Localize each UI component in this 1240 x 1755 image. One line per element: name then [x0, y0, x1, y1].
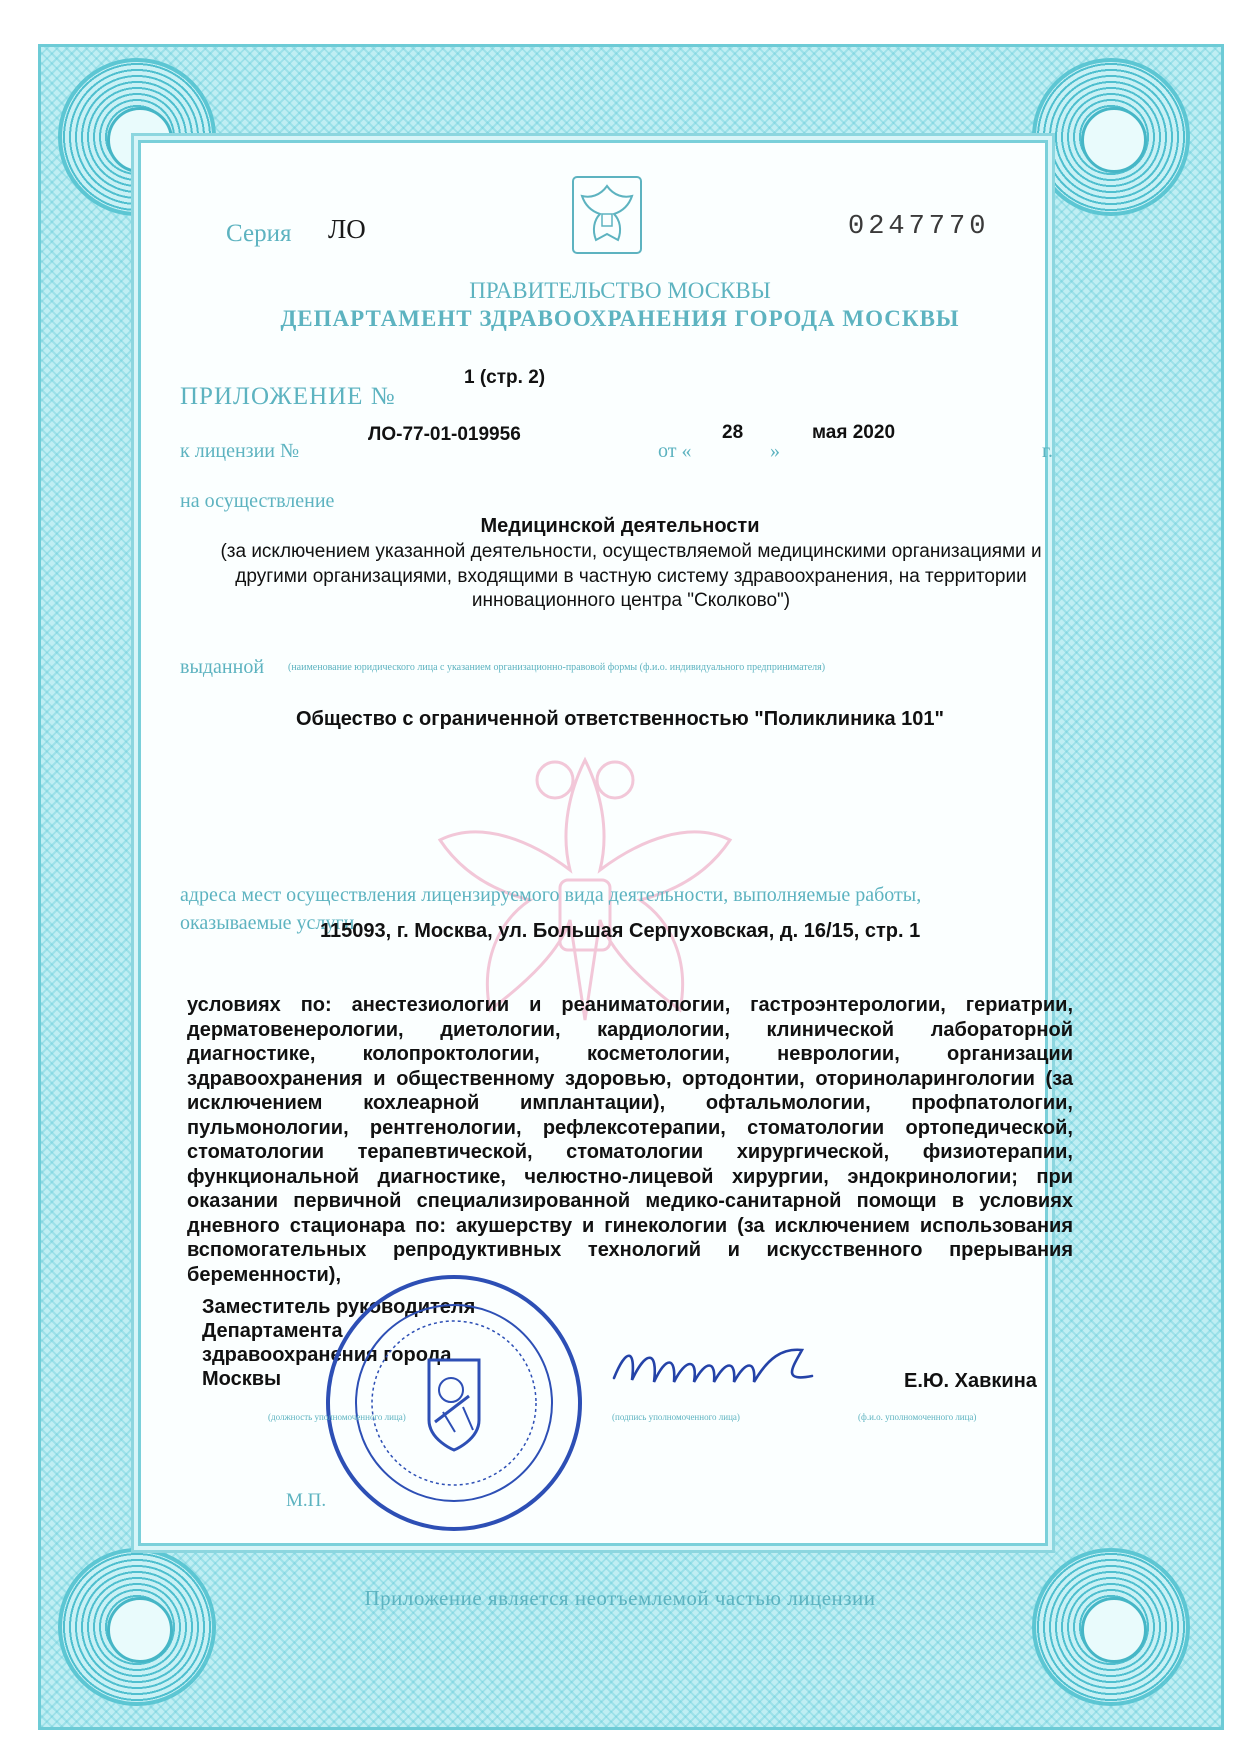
activity-title: Медицинской деятельности	[480, 515, 760, 537]
eagle-watermark-icon	[420, 720, 750, 1040]
organization-name: Общество с ограниченной ответственностью "Поликлиника 101"	[296, 708, 944, 730]
rosette-top-right	[1032, 58, 1190, 216]
caption-name: (ф.и.о. уполномоченного лица)	[858, 1412, 977, 1422]
signatory-position-line: здравоохранения города	[202, 1344, 452, 1366]
series-label: Серия	[226, 220, 292, 247]
handwritten-signature-icon	[606, 1338, 852, 1398]
activity-label: на осуществление	[180, 490, 335, 512]
series-value: ЛО	[328, 214, 366, 244]
issued-label: выданной	[180, 656, 265, 678]
license-label: к лицензии №	[180, 440, 300, 462]
address-label-line1: адреса мест осуществления лицензируемого вида деятельности, выполняемые работы,	[180, 884, 922, 906]
department-title: ДЕПАРТАМЕНТ ЗДРАВООХРАНЕНИЯ ГОРОДА МОСКВЫ	[280, 306, 960, 331]
license-day: 28	[722, 422, 744, 443]
license-year-suffix: г.	[1042, 440, 1053, 462]
license-from-label: от «	[658, 440, 692, 462]
government-title: ПРАВИТЕЛЬСТВО МОСКВЫ	[469, 278, 771, 303]
blank-number: 0247770	[848, 212, 990, 242]
license-number: ЛО-77-01-019956	[368, 424, 521, 445]
signatory-name: Е.Ю. Хавкина	[904, 1370, 1037, 1392]
appendix-label: ПРИЛОЖЕНИЕ №	[180, 383, 396, 410]
official-seal-icon	[323, 1272, 585, 1534]
coat-of-arms-icon	[572, 176, 642, 254]
address-value: 115093, г. Москва, ул. Большая Серпуховская, д. 16/15, стр. 1	[320, 920, 921, 942]
stamp-place: М.П.	[286, 1490, 327, 1511]
signatory-position-line: Департамента	[202, 1320, 343, 1342]
services-text: условиях по: анестезиологии и реаниматологии, гастроэнтерологии, гериатрии, дерматовенерологии, диетологии, кардиологии, клинической лабораторной диагностике, колопроктологии, косметологии, неврологии, организации здравоохранения и общественному здоровью, ортодонтии, оториноларингологии (за исключением кохлеарной имплантации), офтальмологии, профпатологии, пульмонологии, рентгенологии, рефлексотерапии, стоматологии ортопедической, стоматологии терапевтической, стоматологии хирургической, физиотерапии, функциональной диагностике, челюстно-лицевой хирургии, эндокринологии; при оказании первичной специализированной медико-санитарной помощи в условиях дневного стационара по: акушерству и гинекологии (за исключением использования вспомогательных репродуктивных технологий и искусственного прерывания беременности),	[187, 994, 1073, 1286]
license-quote-close: »	[770, 440, 780, 462]
rosette-bottom-right	[1032, 1548, 1190, 1706]
signatory-position-line: Заместитель руководителя	[202, 1296, 476, 1318]
activity-note: (за исключением указанной деятельности, осуществляемой медицинскими организациями и другими организациями, входящими в частную систему здравоохранения, на территории инновационного центра "Сколково")	[220, 541, 1042, 611]
appendix-value: 1 (стр. 2)	[464, 367, 546, 388]
license-month-year: мая 2020	[812, 422, 896, 443]
address-label-line2: оказываемые услуги	[180, 912, 355, 934]
footer-note: Приложение является неотъемлемой частью лицензии	[364, 1586, 876, 1610]
issued-caption: (наименование юридического лица с указанием организационно-правовой формы (ф.и.о. индивидуального предпринимателя)	[288, 662, 826, 673]
caption-signature: (подпись уполномоченного лица)	[612, 1412, 740, 1422]
caption-position: (должность уполномоченного лица)	[268, 1412, 406, 1422]
rosette-bottom-left	[58, 1548, 216, 1706]
signatory-position-line: Москвы	[202, 1368, 282, 1390]
